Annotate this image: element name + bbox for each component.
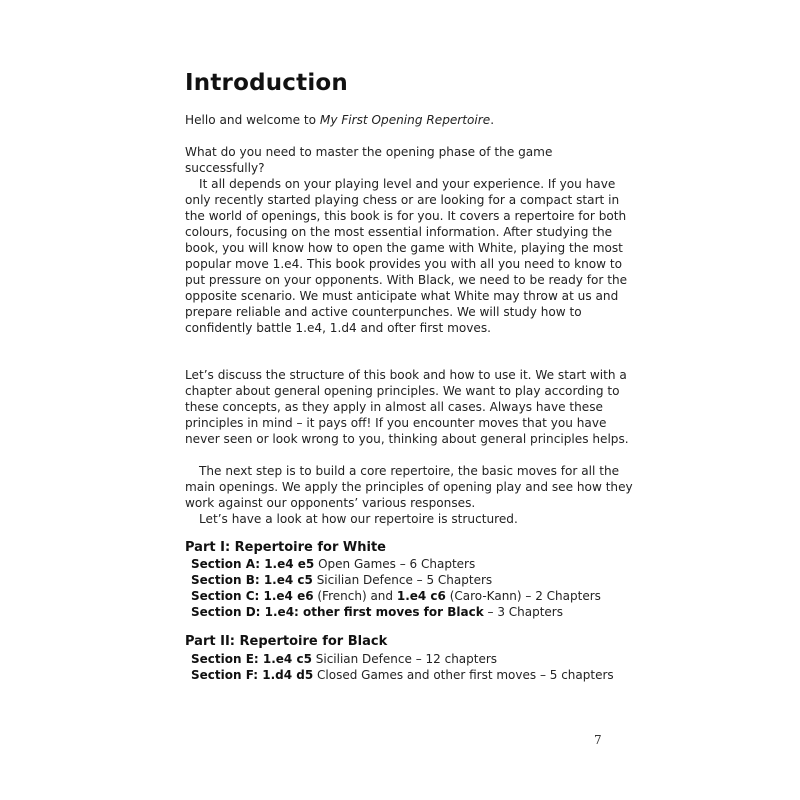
- section-f: [191, 667, 631, 683]
- greeting-paragraph: [185, 112, 635, 128]
- next-step-paragraph: The next step is to build a core repertoire, the basic moves for all the main openings. We apply the principles of opening play and see how they work against our opponents’ various responses.: [185, 464, 633, 510]
- section-label: Section B: 1.e4 c5: [191, 573, 313, 587]
- page-title: Introduction: [185, 70, 348, 96]
- section-text: Sicilian Defence – 5 Chapters: [312, 573, 493, 587]
- level-paragraph: It all depends on your playing level and your experience. If you have only recently started playing chess or are looking for a compact start in the world of openings, this book is for you. It covers a repertoire for both colours, focusing on the most essential information. After studying the book, you will know how to open the game with White, playing the most popular move 1.e4. This book provides you with all you need to know to put pressure on your opponents. With Black, we need to be ready for the opposite scenario. We must anticipate what White may throw at us and prepare reliable and active counterpunches. We will study how to confidently battle 1.e4, 1.d4 and ofter first moves.: [185, 177, 628, 335]
- section-text: Closed Games and other first moves – 5 chapters: [313, 668, 614, 682]
- section-text-secondary: (Caro-Kann) – 2 Chapters: [445, 589, 601, 603]
- section-text: (French) and: [313, 589, 397, 603]
- section-text: Open Games – 6 Chapters: [314, 557, 476, 571]
- greeting-suffix: .: [490, 113, 495, 127]
- section-text: Sicilian Defence – 12 chapters: [311, 652, 498, 666]
- section-e: [191, 651, 631, 667]
- part-1-heading: Part I: Repertoire for White: [185, 540, 386, 555]
- section-label-secondary: 1.e4 c6: [396, 589, 446, 603]
- section-c: [191, 588, 631, 604]
- question-paragraph: What do you need to master the opening phase of the game successfully?: [185, 145, 553, 175]
- greeting-prefix: Hello and welcome to: [185, 113, 320, 127]
- section-d: [191, 604, 631, 620]
- section-text: – 3 Chapters: [483, 605, 563, 619]
- section-label: Section A: 1.e4 e5: [191, 557, 315, 571]
- section-label: Section D: 1.e4: other first moves for Black: [191, 605, 484, 619]
- section-b: [191, 572, 631, 588]
- page-number: 7: [594, 733, 602, 747]
- look-paragraph: Let’s have a look at how our repertoire is structured.: [199, 512, 518, 526]
- section-label: Section C: 1.e4 e6: [191, 589, 314, 603]
- section-label: Section E: 1.e4 c5: [191, 652, 312, 666]
- part-2-heading: Part II: Repertoire for Black: [185, 634, 388, 649]
- book-title: My First Opening Repertoire: [319, 113, 491, 127]
- section-label: Section F: 1.d4 d5: [191, 668, 314, 682]
- structure-paragraph: Let’s discuss the structure of this book and how to use it. We start with a chapter about general opening principles. We want to play according to these concepts, as they apply in almost all cases. Always have these principles in mind – it pays off! If you encounter moves that you have never seen or look wrong to you, thinking about general principles helps.: [185, 368, 629, 446]
- section-a: [191, 556, 631, 572]
